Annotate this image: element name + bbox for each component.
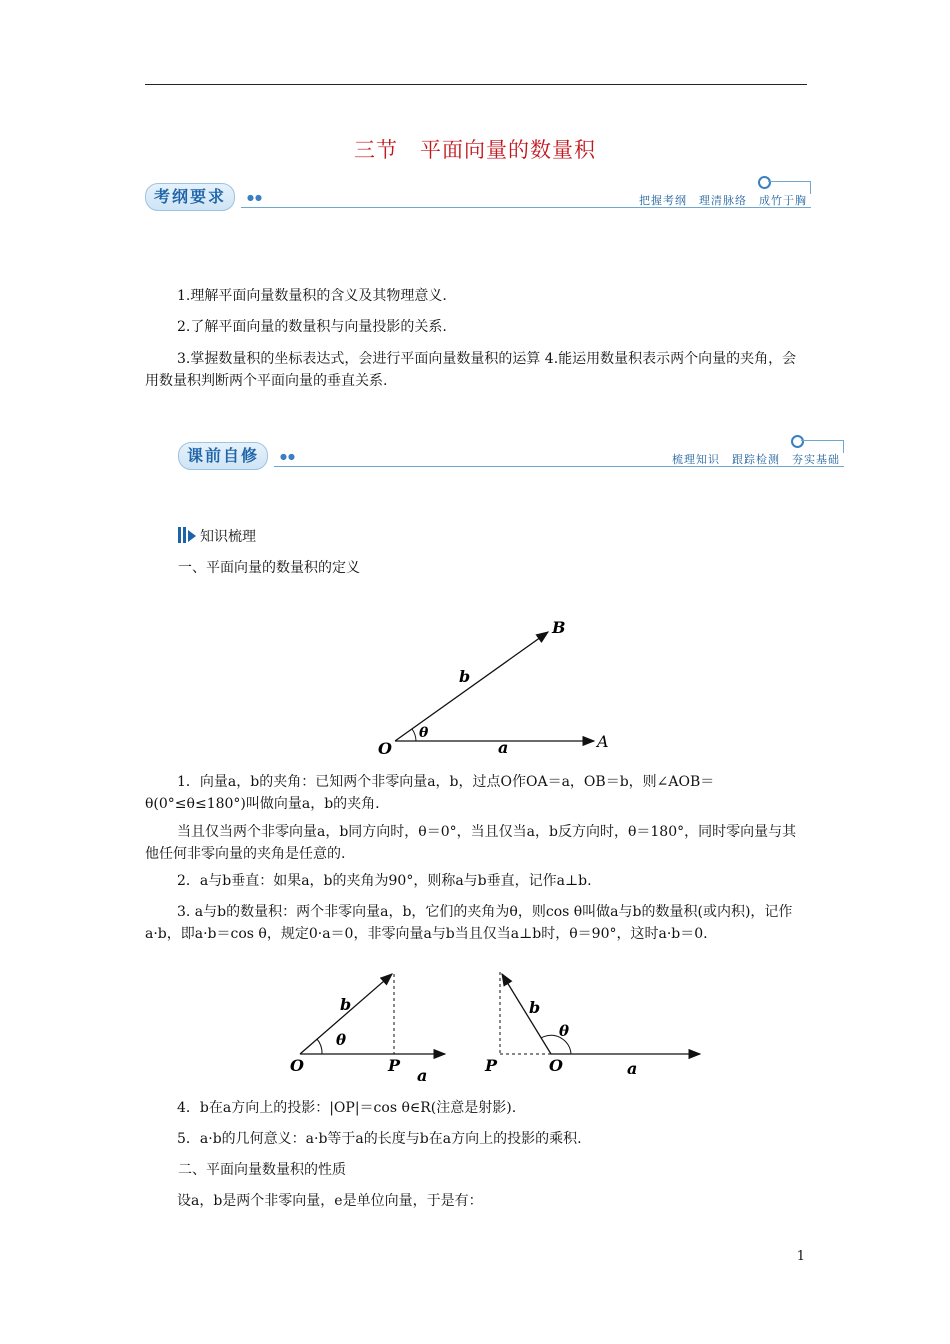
bar-icon — [178, 527, 181, 543]
figure-projection-obtuse — [480, 968, 705, 1088]
page-title: 三节 平面向量的数量积 — [354, 138, 596, 162]
label-B: B — [552, 618, 566, 637]
label-A: A — [597, 732, 609, 751]
para-projection: 4．b在a方向上的投影：|OP|＝cos θ∈R(注意是射影). — [177, 1100, 517, 1116]
requirement-3: 3.掌握数量积的坐标表达式，会进行平面向量数量积的运算 4.能运用数量积表示两个向量的夹角，会用数量积判断两个平面向量的垂直关系. — [145, 351, 797, 389]
para-dot-product: 3. a与b的数量积：两个非零向量a，b，它们的夹角为θ，则cos θ叫做a与b的数量积(或内积)，记作a·b，即a·b＝cos θ，规定0·a＝0，非零向量a与b当且仅当a⊥b时，θ＝90°，这时a·b＝0. — [145, 904, 793, 942]
label-p: P — [388, 1056, 401, 1075]
label-a: a — [627, 1059, 638, 1078]
banner-badge: 考纲要求 — [145, 183, 235, 211]
page-number: 1 — [796, 1249, 805, 1264]
label-b: b — [340, 995, 352, 1014]
section-heading: 知识梳理 — [178, 526, 256, 548]
para-angle-special: 当且仅当两个非零向量a，b同方向时，θ＝0°，当且仅当a，b反方向时，θ＝180°，同时零向量与其他任何非零向量的夹角是任意的. — [145, 824, 797, 862]
banner-subtitle: 把握考纲 理清脉络 成竹于胸 — [639, 194, 807, 207]
label-p: P — [485, 1056, 498, 1075]
label-o: O — [549, 1056, 563, 1075]
top-rule — [145, 84, 807, 85]
para-properties-intro: 设a，b是两个非零向量，e是单位向量，于是有： — [177, 1193, 483, 1209]
triangle-icon — [188, 530, 196, 542]
subsection-heading-1: 一、平面向量的数量积的定义 — [178, 560, 360, 576]
banner-badge: 课前自修 — [178, 442, 268, 470]
label-a: a — [417, 1066, 428, 1085]
figure-angle — [370, 612, 620, 762]
banner-subtitle: 梳理知识 跟踪检测 夯实基础 — [672, 453, 840, 466]
banner-pre-study — [178, 441, 844, 471]
para-perpendicular: 2．a与b垂直：如果a，b的夹角为90°，则称a与b垂直，记作a⊥b. — [177, 873, 592, 889]
label-b: b — [459, 667, 471, 686]
subsection-heading-2: 二、平面向量数量积的性质 — [178, 1162, 346, 1178]
label-a: a — [498, 738, 509, 757]
bar-icon — [183, 527, 186, 543]
label-b: b — [529, 998, 541, 1017]
label-theta: θ — [419, 725, 429, 741]
para-geometric-meaning: 5．a·b的几何意义：a·b等于a的长度与b在a方向上的投影的乘积. — [177, 1131, 582, 1147]
requirement-1: 1.理解平面向量数量积的含义及其物理意义. — [177, 288, 447, 304]
label-theta: θ — [559, 1022, 570, 1040]
vector-b-arrow — [395, 632, 548, 741]
requirement-2: 2.了解平面向量的数量积与向量投影的关系. — [177, 319, 447, 335]
banner-exam-requirements — [145, 182, 811, 212]
label-theta: θ — [336, 1031, 347, 1049]
dots-icon: ●● — [280, 452, 296, 461]
dots-icon: ●● — [247, 193, 263, 202]
para-angle-definition: 1．向量a，b的夹角：已知两个非零向量a，b，过点O作OA＝a，OB＝b，则∠AOB＝θ(0°≤θ≤180°)叫做向量a，b的夹角. — [145, 774, 715, 812]
label-o: O — [378, 739, 392, 758]
figure-projection-acute — [285, 968, 455, 1088]
label-o: O — [290, 1056, 304, 1075]
